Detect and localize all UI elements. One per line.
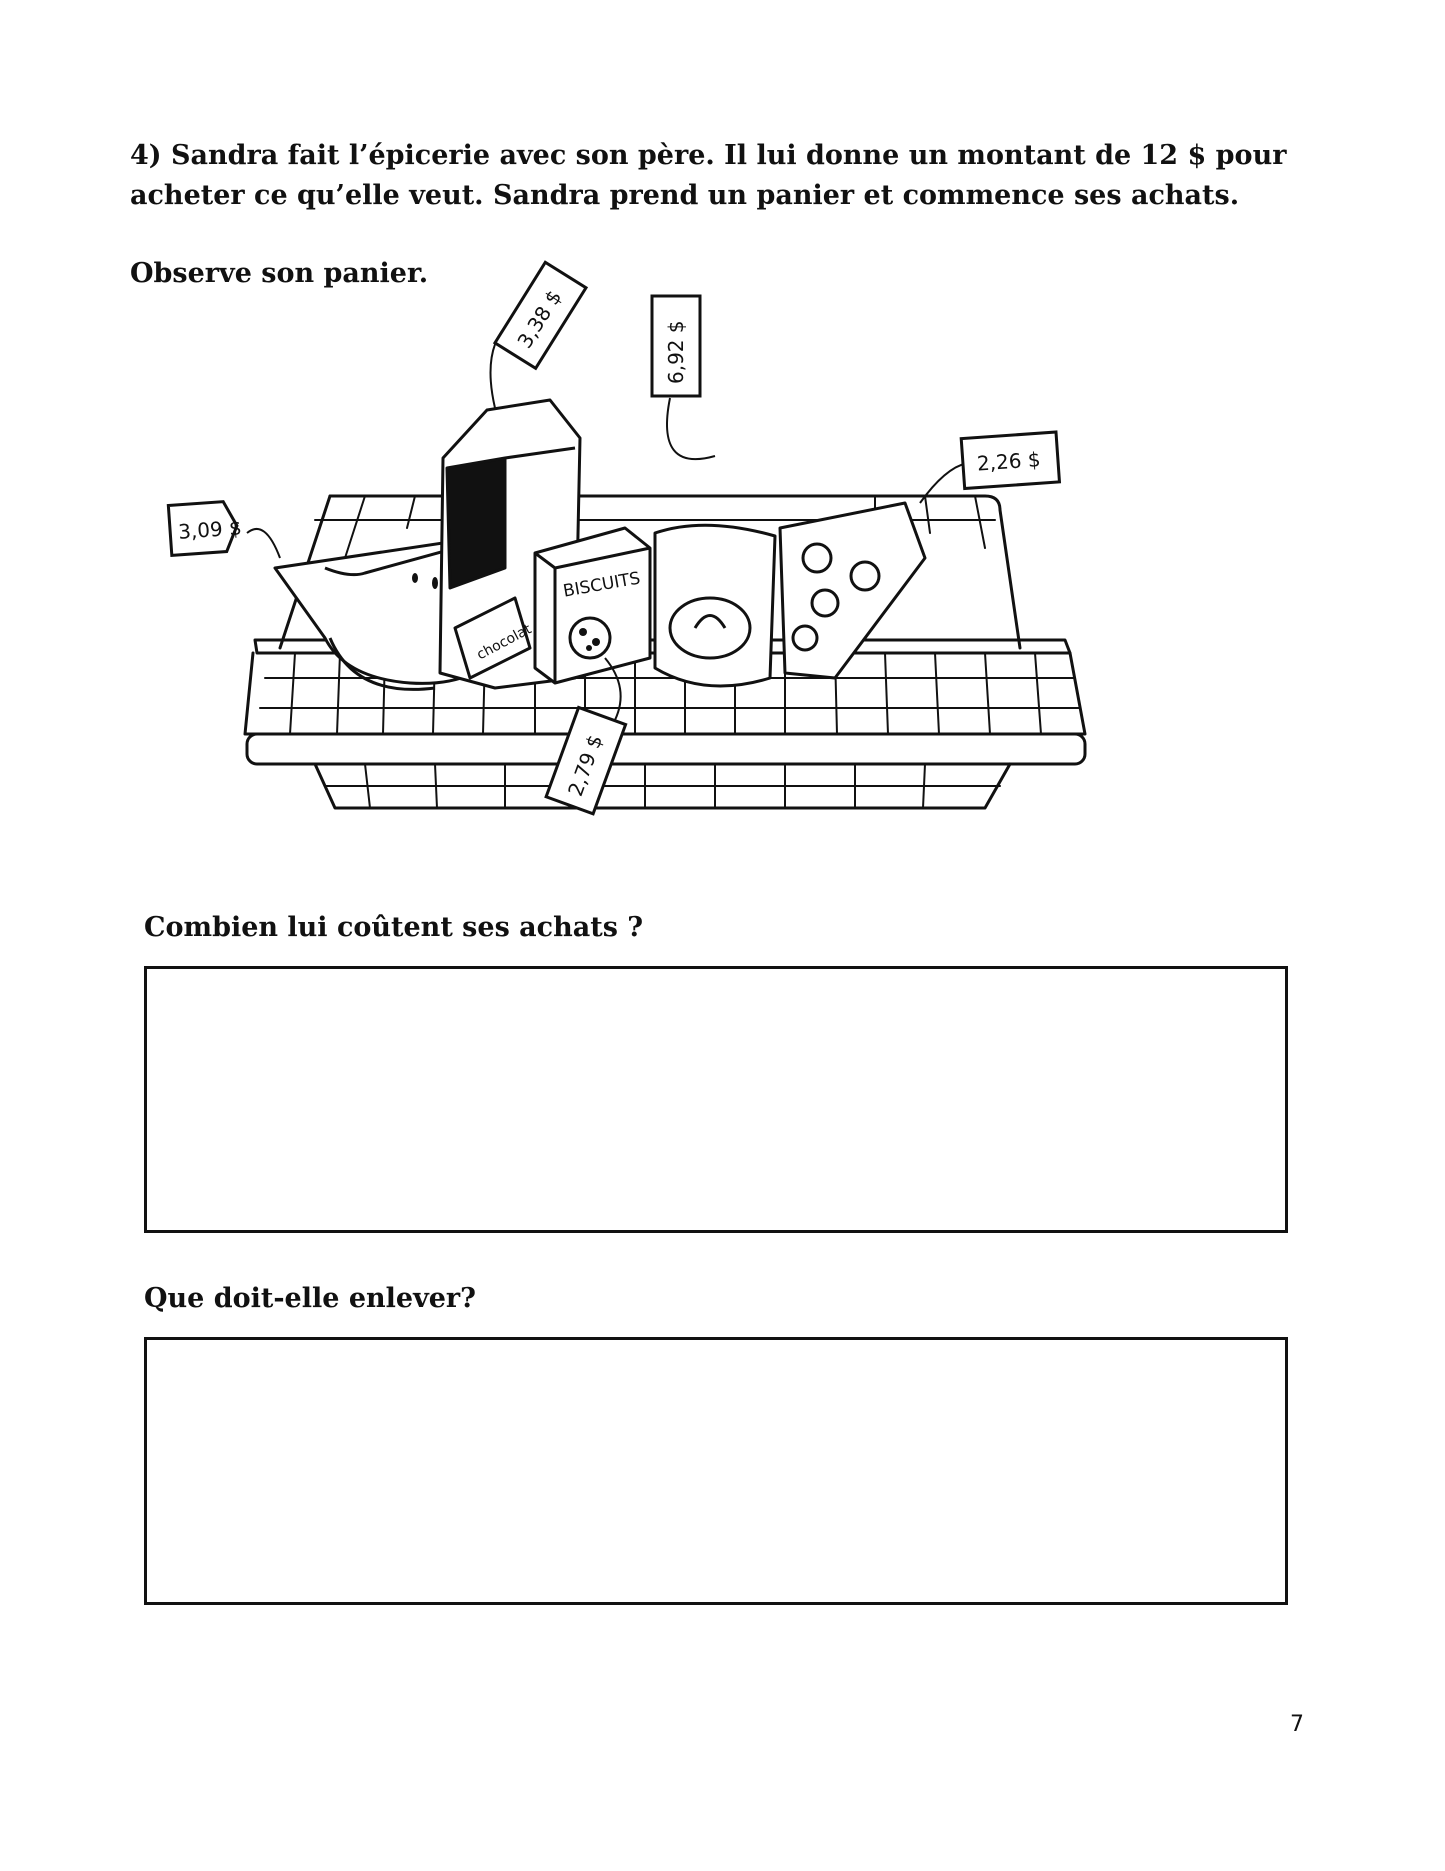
price-biscuits: 2,79 $	[563, 731, 608, 800]
question-remove-item: Que doit-elle enlever?	[144, 1283, 476, 1314]
price-tag-melon	[168, 501, 243, 556]
milk-label: chocolat	[474, 621, 535, 664]
shopping-basket-illustration	[177, 258, 1265, 878]
biscuits-item	[535, 528, 650, 683]
price-cake: 6,92 $	[664, 320, 688, 384]
price-melon: 3,09 $	[177, 515, 243, 544]
price-candies: 2,26 $	[976, 447, 1042, 476]
page-number: 7	[1290, 1712, 1304, 1737]
answer-box-remove-item[interactable]	[144, 1337, 1288, 1605]
price-tag-candies	[961, 432, 1059, 489]
observe-label: Observe son panier.	[130, 258, 429, 289]
price-tag-cake	[652, 296, 700, 396]
exercise-intro: 4) Sandra fait l’épicerie avec son père. Il lui donne un montant de 12 $ pour acheter ce qu’elle veut. Sandra prend un panier et commence ses achats.	[130, 140, 1287, 211]
price-milk: 3,38 $	[512, 285, 567, 353]
price-tag-milk	[495, 262, 586, 368]
question-total-cost: Combien lui coûtent ses achats ?	[144, 912, 644, 943]
price-tag-biscuits	[546, 707, 625, 813]
cake-item	[655, 525, 775, 686]
biscuits-label: BISCUITS	[561, 568, 642, 602]
answer-box-total-cost[interactable]	[144, 966, 1288, 1233]
